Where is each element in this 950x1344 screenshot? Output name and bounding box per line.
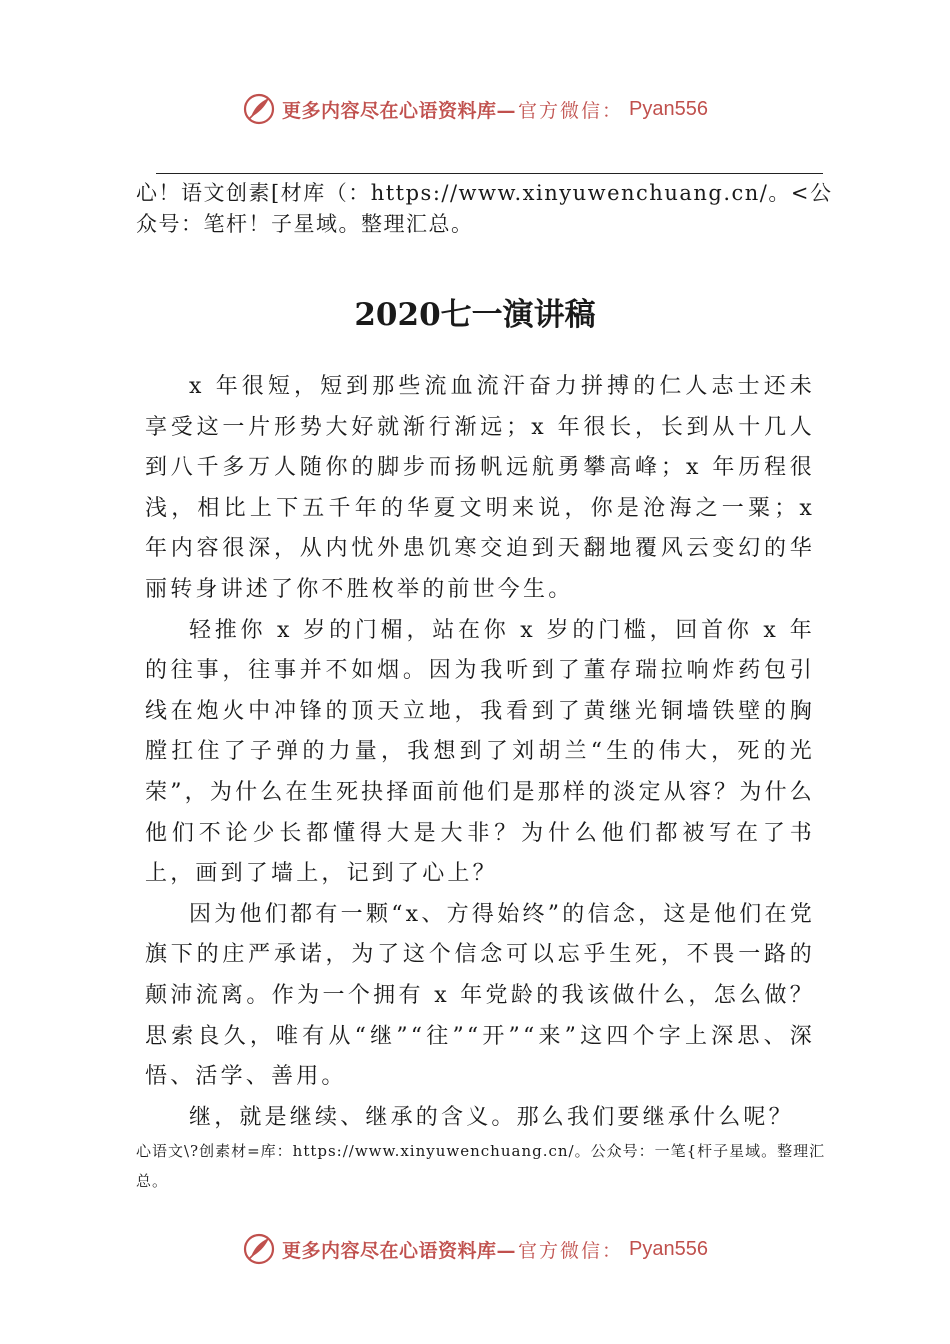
paragraph: x 年很短，短到那些流血流汗奋力拼搏的仁人志士还未享受这一片形势大好就渐行渐远；x 年很长，长到从十几人到八千多万人随你的脚步而扬帆远航勇攀高峰；x 年历程很浅，相比上下五千年的华夏文明来说，你是沧海之一粟；x 年内容很深，从内忧外患饥寒交迫到天翻地覆风云变幻的华丽转身讲述了你不胜枚举的前世今生。: [145, 374, 815, 602]
header-banner: [0, 92, 950, 126]
banner-text: 更多内容尽在心语资料库—: [282, 1239, 517, 1262]
article-body: [145, 367, 815, 1138]
source-note-bottom: 心语文\?创素材=库：https://www.xinyuwenchuang.cn/。公众号：一笔{杆子星域。整理汇总。: [136, 1142, 826, 1190]
banner-wechat-label: 官方微信：: [518, 99, 624, 122]
banner-wechat-id: Pyan556: [629, 97, 708, 120]
paragraph: 因为他们都有一颗“x、方得始终”的信念，这是他们在党旗下的庄严承诺，为了这个信念可以忘乎生死，不畏一路的颠沛流离。作为一个拥有 x 年党龄的我该做什么，怎么做？思索良久，唯有从“继”“往”“开”“来”这四个字上深思、深悟、活学、善用。: [145, 901, 815, 1090]
banner-wechat-id: Pyan556: [629, 1237, 708, 1260]
feather-pen-logo-icon: [242, 92, 276, 126]
paragraph: 继，就是继续、继承的含义。那么我们要继承什么呢？: [189, 1104, 794, 1130]
banner-text: 更多内容尽在心语资料库—: [282, 99, 517, 122]
feather-pen-logo-icon: [242, 1232, 276, 1266]
banner-wechat-label: 官方微信：: [518, 1239, 624, 1262]
paragraph: 轻推你 x 岁的门楣，站在你 x 岁的门槛，回首你 x 年的往事，往事并不如烟。因为我听到了董存瑞拉响炸药包引线在炮火中冲锋的顶天立地，我看到了黄继光铜墙铁壁的胸膛扛住了子弹的力量，我想到了刘胡兰“生的伟大，死的光荣”，为什么在生死抉择面前他们是那样的淡定从容？为什么他们不论少长都懂得大是大非？为什么他们都被写在了书上，画到了墙上，记到了心上？: [145, 617, 815, 887]
header-rule: [156, 173, 823, 174]
page-title: 2020七一演讲稿: [354, 297, 596, 333]
footer-banner: [0, 1232, 950, 1266]
source-note-top: 心！语文创素[材库（：https://www.xinyuwenchuang.cn/。<公众号：笔杆！子星域。整理汇总。: [136, 181, 833, 236]
